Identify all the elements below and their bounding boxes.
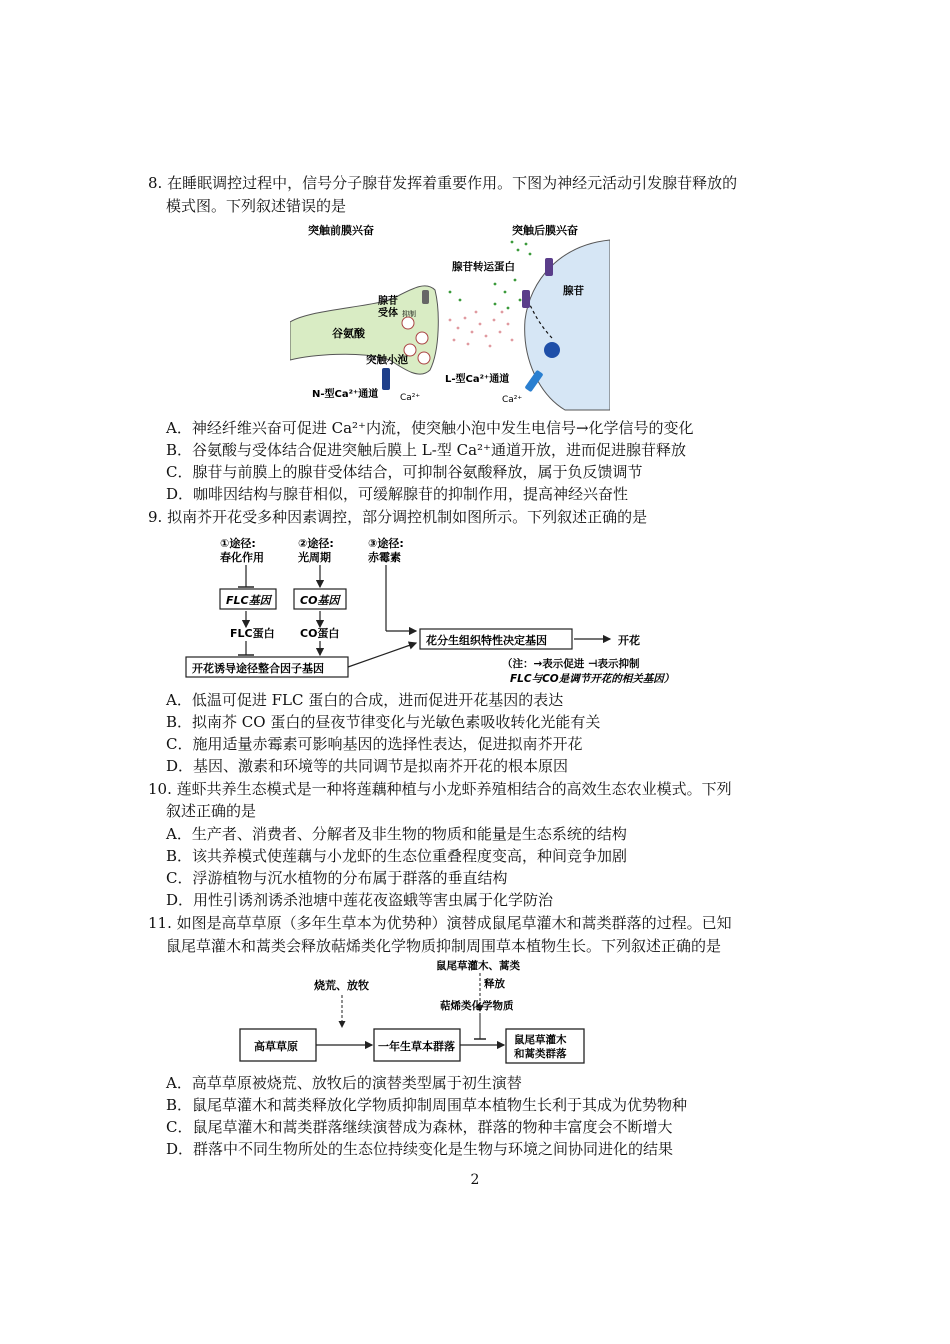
- burn-graze-label: 烧荒、放牧: [314, 979, 369, 992]
- path1-label-a: ①途径:: [220, 537, 256, 550]
- note-line1: （注：→表示促进 ⊣表示抑制: [502, 658, 640, 670]
- q9-option-b: B．拟南芥 CO 蛋白的昼夜节律变化与光敏色素吸收转化光能有关: [166, 713, 601, 731]
- q10-stem-line2: 叙述正确的是: [166, 802, 257, 820]
- terpene-label: 萜烯类化学物质: [440, 1000, 514, 1012]
- ca-label-1: Ca²⁺: [400, 393, 421, 403]
- q10-option-d: D．用性引诱剂诱杀池塘中莲花夜盗蛾等害虫属于化学防治: [166, 891, 554, 909]
- glutamate-particles: [449, 311, 514, 348]
- glutamate-label: 谷氨酸: [332, 327, 365, 340]
- postsynaptic-cell: [525, 240, 610, 410]
- release-label: 释放: [484, 978, 505, 990]
- inhibit-label: 抑制: [402, 310, 416, 318]
- q8-option-d: D．咖啡因结构与腺苷相似，可缓解腺苷的抑制作用，提高神经兴奋性: [166, 485, 629, 503]
- ca-label-2: Ca²⁺: [502, 395, 523, 405]
- co-protein-label: CO蛋白: [300, 627, 340, 640]
- q9-option-c: C．施用适量赤霉素可影响基因的选择性表达，促进拟南芥开花: [166, 735, 583, 753]
- transporter-label: 腺苷转运蛋白: [452, 261, 515, 273]
- q9-stem-line1: 9. 拟南芥开花受多种因素调控，部分调控机制如图所示。下列叙述正确的是: [148, 508, 648, 526]
- q11-option-b: B．鼠尾草灌木和蒿类释放化学物质抑制周围草本植物生长利于其成为优势物种: [166, 1096, 688, 1114]
- q10-option-a: A．生产者、消费者、分解者及非生物的物质和能量是生态系统的结构: [166, 825, 627, 843]
- sage-top-label: 鼠尾草灌木、蒿类: [436, 960, 520, 972]
- q8-option-a: A．神经纤维兴奋可促进 Ca²⁺内流，使突触小泡中发生电信号→化学信号的变化: [166, 419, 694, 437]
- q8-option-c: C．腺苷与前膜上的腺苷受体结合，可抑制谷氨酸释放，属于负反馈调节: [166, 463, 643, 481]
- vesicle: [418, 352, 430, 364]
- sage-community-label-b: 和蒿类群落: [514, 1048, 567, 1060]
- adenosine-label: 腺苷: [563, 285, 584, 297]
- q11-stem-line2: 鼠尾草灌木和蒿类会释放萜烯类化学物质抑制周围草本植物生长。下列叙述正确的是: [166, 937, 722, 955]
- flc-gene-label: FLC基因: [226, 594, 271, 607]
- q10-option-b: B．该共养模式使莲藕与小龙虾的生态位重叠程度变高，种间竞争加剧: [166, 847, 628, 865]
- co-gene-label: CO基因: [300, 594, 340, 607]
- adenosine-release-channel: [522, 290, 530, 308]
- receptor-label-2: 受体: [378, 308, 398, 319]
- path3-label-b: 赤霉素: [368, 551, 401, 564]
- q10-option-c: C．浮游植物与沉水植物的分布属于群落的垂直结构: [166, 869, 508, 887]
- adenosine-transporter: [545, 258, 553, 276]
- q9-flowering-diagram: [180, 533, 700, 688]
- q9-option-a: A．低温可促进 FLC 蛋白的合成，进而促进开花基因的表达: [166, 691, 564, 709]
- q10-stem-line1: 10. 莲虾共养生态模式是一种将莲藕种植与小龙虾养殖相结合的高效生态农业模式。下列: [148, 780, 732, 798]
- q9-option-d: D．基因、激素和环境等的共同调节是拟南芥开花的根本原因: [166, 757, 569, 775]
- nucleus: [544, 342, 560, 358]
- post-excite-label: 突触后膜兴奋: [512, 224, 578, 237]
- q8-synapse-diagram: [290, 220, 610, 415]
- q11-stem-line1: 11. 如图是高草草原（多年生草本为优势种）演替成鼠尾草灌木和蒿类群落的过程。已知: [148, 914, 732, 932]
- q8-option-b: B．谷氨酸与受体结合促进突触后膜上 L-型 Ca²⁺通道开放，进而促进腺苷释放: [166, 441, 686, 459]
- pre-excite-label: 突触前膜兴奋: [308, 224, 374, 237]
- path1-label-b: 春化作用: [220, 551, 264, 564]
- path2-label-b: 光周期: [298, 551, 331, 564]
- q11-option-a: A．高草草原被烧荒、放牧后的演替类型属于初生演替: [166, 1074, 522, 1092]
- vesicle: [416, 332, 428, 344]
- tallgrass-label: 高草草原: [254, 1040, 298, 1053]
- path2-label-a: ②途径:: [298, 537, 334, 550]
- integrator-gene-label: 开花诱导途径整合因子基因: [192, 662, 324, 675]
- adenosine-particles: [449, 241, 532, 310]
- path3-label-a: ③途径:: [368, 537, 404, 550]
- q11-option-d: D．群落中不同生物所处的生态位持续变化是生物与环境之间协同进化的结果: [166, 1140, 674, 1158]
- vesicle: [402, 317, 414, 329]
- meristem-gene-label: 花分生组织特性决定基因: [426, 634, 547, 647]
- q8-stem-line2: 模式图。下列叙述错误的是: [166, 197, 347, 215]
- flc-protein-label: FLC蛋白: [230, 627, 275, 640]
- adenosine-receptor: [422, 290, 429, 304]
- vesicle-label: 突触小泡: [366, 354, 408, 366]
- q11-succession-diagram: [230, 955, 610, 1070]
- n-type-ca-channel: [382, 368, 390, 390]
- sage-community-label-a: 鼠尾草灌木: [514, 1034, 567, 1046]
- page-number: 2: [470, 1172, 480, 1188]
- q11-option-c: C．鼠尾草灌木和蒿类群落继续演替成为森林，群落的物种丰富度会不断增大: [166, 1118, 673, 1136]
- receptor-label-1: 腺苷: [378, 296, 398, 307]
- flowering-label: 开花: [618, 634, 640, 647]
- q8-stem-line1: 8. 在睡眠调控过程中，信号分子腺苷发挥着重要作用。下图为神经元活动引发腺苷释放的: [148, 174, 738, 192]
- n-channel-label: N-型Ca²⁺通道: [312, 389, 379, 400]
- annual-herb-label: 一年生草本群落: [378, 1040, 455, 1053]
- note-line2: FLC与CO是调节开花的相关基因）: [510, 673, 675, 685]
- l-channel-label: L-型Ca²⁺通道: [445, 374, 510, 385]
